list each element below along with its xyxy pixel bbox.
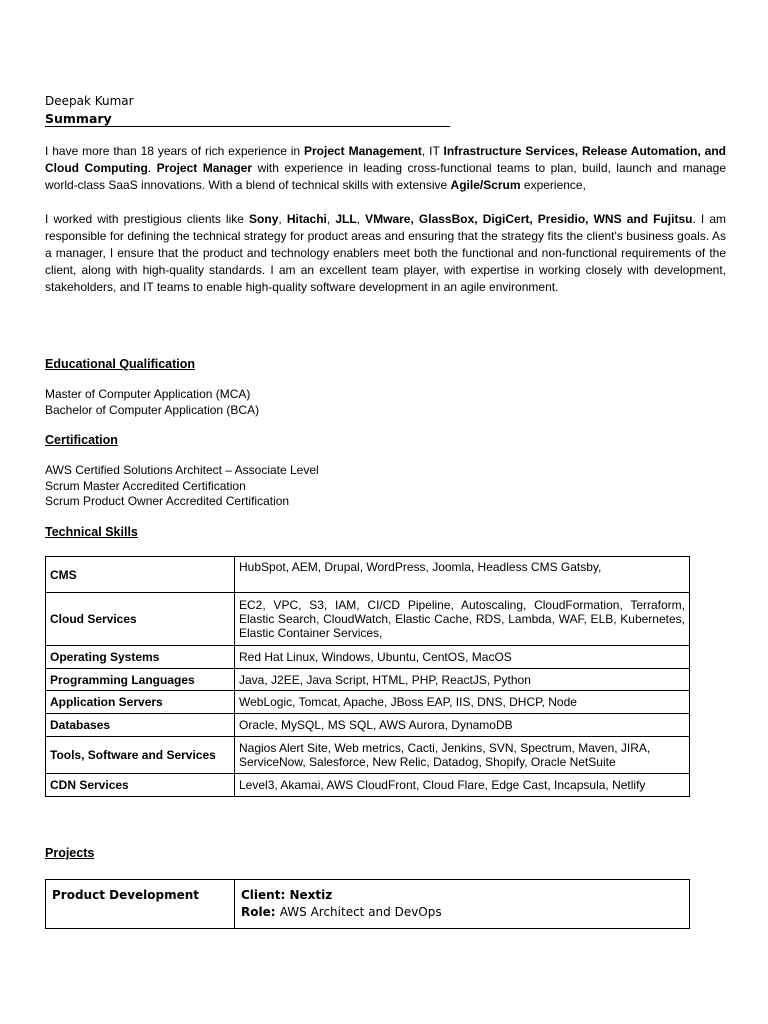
table-row	[46, 557, 690, 593]
text-run: .	[147, 160, 157, 175]
certification-item: AWS Certified Solutions Architect – Associate Level	[45, 463, 319, 477]
skill-category: Programming Languages	[46, 669, 235, 691]
skill-values: Java, J2EE, Java Script, HTML, PHP, ReactJS, Python	[235, 669, 690, 691]
skill-category: CMS	[46, 557, 235, 593]
text-run: . I am responsible for defining the technical strategy for product areas and ensuring that the strategy fits the client's business goals. As a manager, I ensure that the product and technology enablers meet both the functional and non-functional requirements of the client, along with high-quality standards. I am an excellent team player, with expertise in working closely with development, stakeholders, and IT teams to enable high-quality software development in an agile environment.	[45, 212, 727, 294]
skill-values: Level3, Akamai, AWS CloudFront, Cloud Flare, Edge Cast, Incapsula, Netlify	[235, 774, 690, 797]
table-row	[46, 691, 690, 714]
bold-text-run: VMware, GlassBox, DigiCert, Presidio, WNS and Fujitsu	[365, 212, 693, 226]
table-row	[46, 593, 690, 646]
skill-category: Tools, Software and Services	[46, 737, 235, 774]
client-name: Nextiz	[289, 888, 333, 902]
certification-heading: Certification	[45, 433, 118, 447]
summary-paragraph-1	[45, 143, 726, 194]
bold-text-run: Hitachi	[286, 212, 327, 226]
certification-list	[45, 463, 319, 510]
bold-text-run: Infrastructure Services, Release Automation, and Cloud Computing	[45, 144, 727, 175]
projects-table	[45, 879, 690, 929]
skill-category: Cloud Services	[46, 593, 235, 646]
education-heading: Educational Qualification	[45, 357, 196, 371]
role-label: Role:	[241, 905, 280, 919]
project-details	[235, 880, 690, 929]
bold-text-run: Project Manager	[156, 160, 253, 175]
skill-values: Red Hat Linux, Windows, Ubuntu, CentOS, MacOS	[235, 646, 690, 669]
certification-item: Scrum Master Accredited Certification	[45, 478, 246, 493]
text-run: I have more than 18 years of rich experience in	[45, 144, 304, 158]
technical-skills-table	[45, 556, 690, 797]
text-run: I worked with prestigious clients like	[45, 212, 250, 226]
text-run: with experience in leading cross-functional teams to plan, build, launch and manage world-class SaaS innovations. With a blend of technical skills with extensive	[45, 160, 726, 192]
text-run: ,	[326, 212, 336, 226]
project-client	[241, 887, 683, 904]
bold-text-run: Agile/Scrum	[450, 177, 521, 192]
projects-heading: Projects	[45, 846, 95, 860]
project-name: Product Development	[46, 880, 235, 929]
skill-values: WebLogic, Tomcat, Apache, JBoss EAP, IIS, DNS, DHCP, Node	[235, 691, 690, 714]
skill-category: Operating Systems	[46, 646, 235, 669]
table-row	[46, 669, 690, 691]
table-row	[46, 880, 690, 929]
skill-values: HubSpot, AEM, Drupal, WordPress, Joomla, Headless CMS Gatsby,	[235, 557, 690, 593]
text-run: , IT	[421, 144, 444, 158]
candidate-name: Deepak Kumar	[45, 94, 134, 108]
table-row	[46, 646, 690, 669]
bold-text-run: Sony	[249, 212, 279, 226]
role-name: AWS Architect and DevOps	[279, 905, 442, 919]
skill-category: Application Servers	[46, 691, 235, 714]
project-role	[241, 904, 683, 921]
bold-text-run: JLL	[335, 212, 357, 226]
summary-paragraph-2	[45, 211, 726, 296]
table-row	[46, 737, 690, 774]
skill-values: Oracle, MySQL, MS SQL, AWS Aurora, DynamoDB	[235, 714, 690, 737]
education-list	[45, 387, 259, 418]
skill-values: Nagios Alert Site, Web metrics, Cacti, Jenkins, SVN, Spectrum, Maven, JIRA, ServiceNow, Salesforce, New Relic, Datadog, Shopify, Oracle NetSuite	[235, 737, 690, 774]
summary-heading: Summary	[45, 111, 450, 127]
skill-values: EC2, VPC, S3, IAM, CI/CD Pipeline, Autoscaling, CloudFormation, Terraform, Elastic Search, CloudWatch, Elastic Cache, RDS, Lambda, WAF, ELB, Kubernetes, Elastic Container Services,	[235, 593, 690, 646]
bold-text-run: Project Management	[304, 144, 422, 158]
education-item: Bachelor of Computer Application (BCA)	[45, 402, 260, 417]
education-item: Master of Computer Application (MCA)	[45, 387, 251, 401]
text-run: experience,	[520, 177, 586, 192]
table-row	[46, 774, 690, 797]
technical-skills-heading: Technical Skills	[45, 525, 138, 539]
client-label: Client:	[241, 888, 290, 902]
skill-category: Databases	[46, 714, 235, 737]
certification-item: Scrum Product Owner Accredited Certification	[45, 494, 290, 508]
text-run: ,	[278, 212, 287, 226]
skill-category: CDN Services	[46, 774, 235, 797]
text-run: ,	[356, 212, 366, 226]
table-row	[46, 714, 690, 737]
